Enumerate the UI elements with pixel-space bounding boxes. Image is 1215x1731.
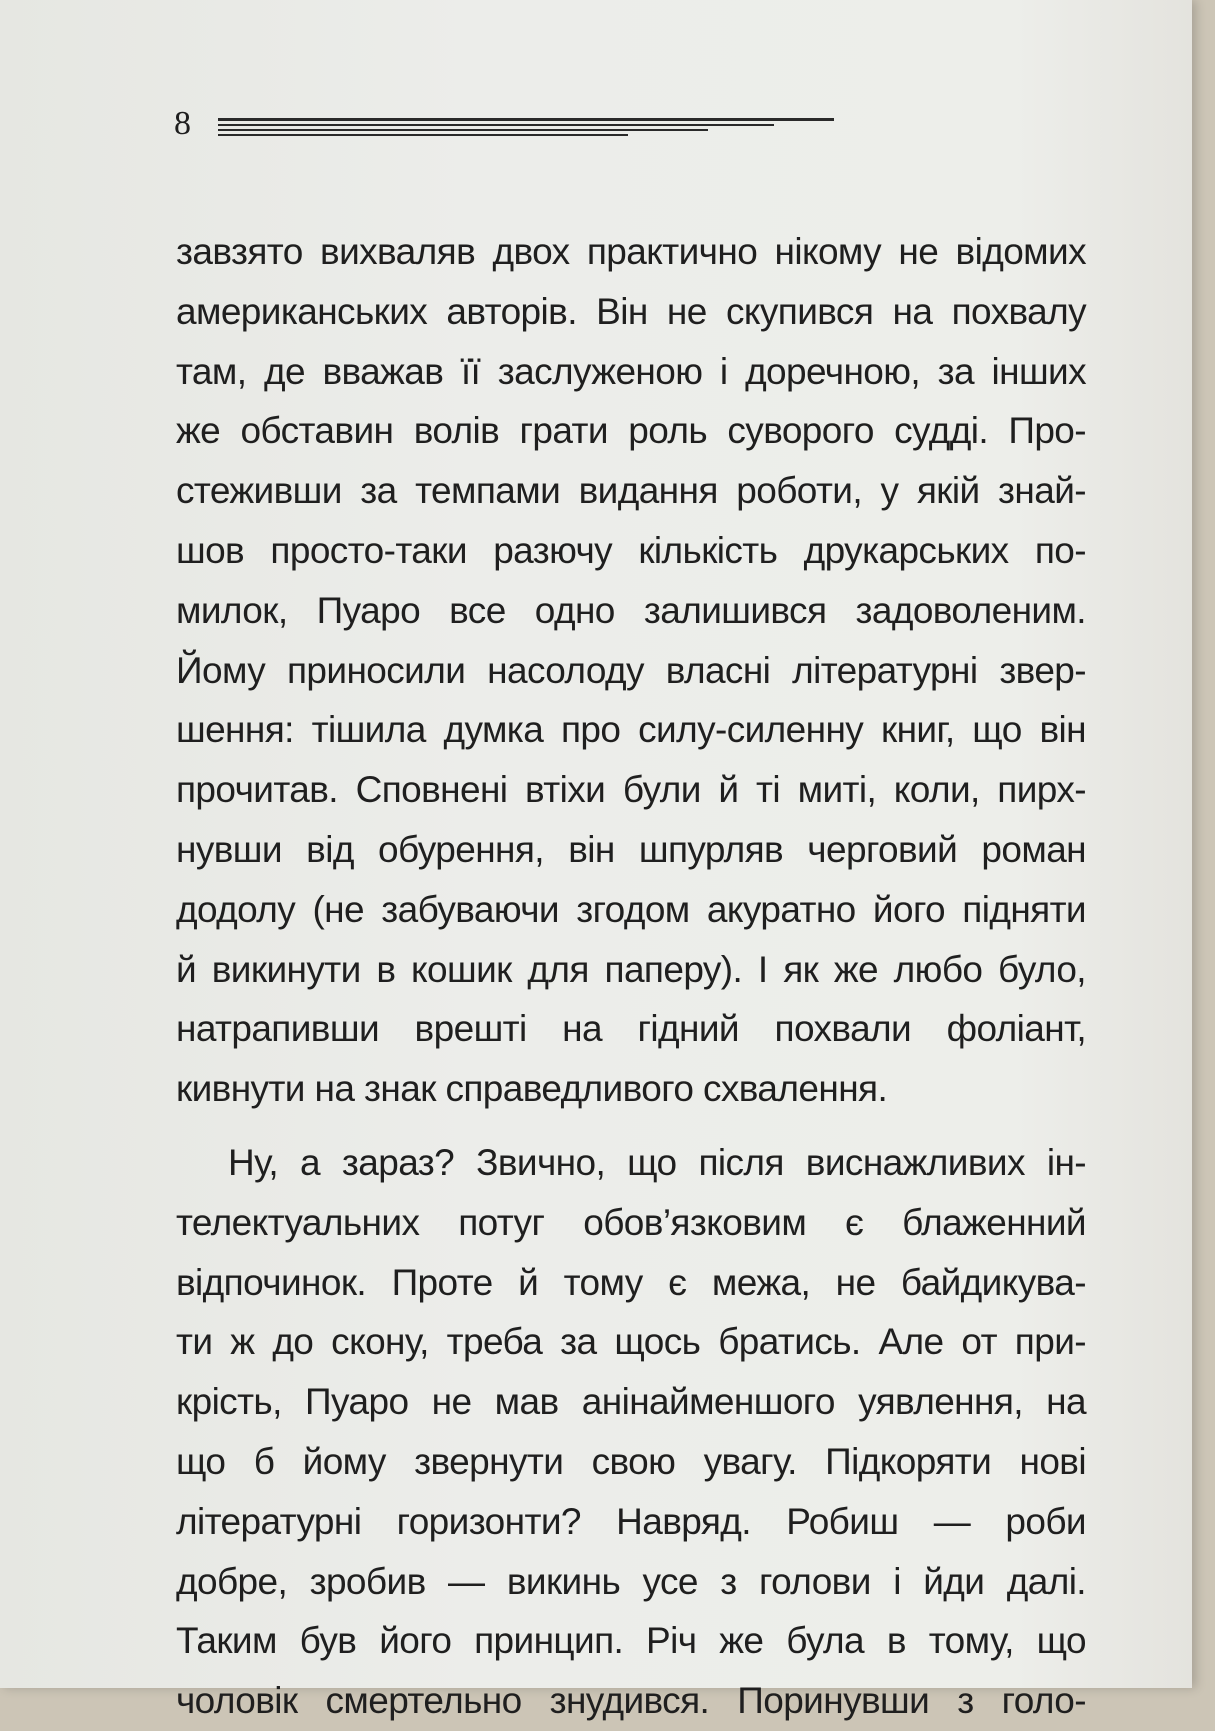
paragraph bbox=[176, 222, 1086, 1119]
text-line: чоловік смертельно знудився. Поринувши з голо- bbox=[176, 1680, 1086, 1722]
text-line: ти ж до скону, треба за щось братись. Але от при- bbox=[176, 1321, 1086, 1363]
text-line: Ну, а зараз? Звично, що після виснажливих ін- bbox=[228, 1141, 1086, 1183]
header-rule bbox=[218, 134, 628, 136]
text-line: нувши від обурення, він шпурляв черговий роман bbox=[176, 828, 1086, 870]
text-line: й викинути в кошик для паперу). І як же любо було, bbox=[176, 948, 1086, 990]
text-line: американських авторів. Він не скупився на похвалу bbox=[176, 290, 1086, 332]
text-line: що б йому звернути свою увагу. Підкоряти нові bbox=[176, 1440, 1086, 1482]
paragraph-gap bbox=[176, 1119, 1086, 1133]
text-line: відпочинок. Проте й тому є межа, не байдикува- bbox=[176, 1261, 1086, 1303]
header-rule bbox=[218, 118, 834, 121]
text-line: же обставин волів грати роль суворого судді. Про- bbox=[176, 410, 1086, 452]
text-line: натрапивши врешті на гідний похвали фоліант, bbox=[176, 1008, 1086, 1050]
text-line: літературні горизонти? Навряд. Робиш — роби bbox=[176, 1500, 1086, 1542]
text-line: кивнути на знак справедливого схвалення. bbox=[176, 1068, 888, 1110]
text-line: милок, Пуаро все одно залишився задоволеним. bbox=[176, 589, 1086, 631]
text-line: телектуальних потуг обов’язковим є блаженний bbox=[176, 1201, 1086, 1243]
text-line: додолу (не забуваючи згодом акуратно його підняти bbox=[176, 888, 1086, 930]
text-line: крість, Пуаро не мав анінайменшого уявлення, на bbox=[176, 1381, 1086, 1423]
header-rule bbox=[218, 129, 708, 131]
text-line: прочитав. Сповнені втіхи були й ті миті, коли, пирх- bbox=[176, 769, 1086, 811]
text-line: шов просто-таки разючу кількість друкарських по- bbox=[176, 529, 1086, 571]
page-number: 8 bbox=[174, 105, 191, 142]
paragraph bbox=[176, 1133, 1086, 1731]
header-rule bbox=[218, 124, 774, 126]
text-line: завзято вихваляв двох практично нікому не відомих bbox=[176, 231, 1086, 272]
text-line: Йому приносили насолоду власні літературні звер- bbox=[176, 649, 1086, 691]
text-line: добре, зробив — викинь усе з голови і йди далі. bbox=[176, 1560, 1086, 1602]
body-text bbox=[176, 222, 1086, 1731]
text-line: шення: тішила думка про силу-силенну книг, що він bbox=[176, 709, 1086, 751]
text-line: Таким був його принцип. Річ же була в тому, що bbox=[176, 1620, 1086, 1662]
text-line: стеживши за темпами видання роботи, у якій знай- bbox=[176, 470, 1086, 512]
page-header bbox=[174, 104, 674, 144]
text-line: там, де вважав її заслуженою і доречною, за інших bbox=[176, 350, 1086, 392]
